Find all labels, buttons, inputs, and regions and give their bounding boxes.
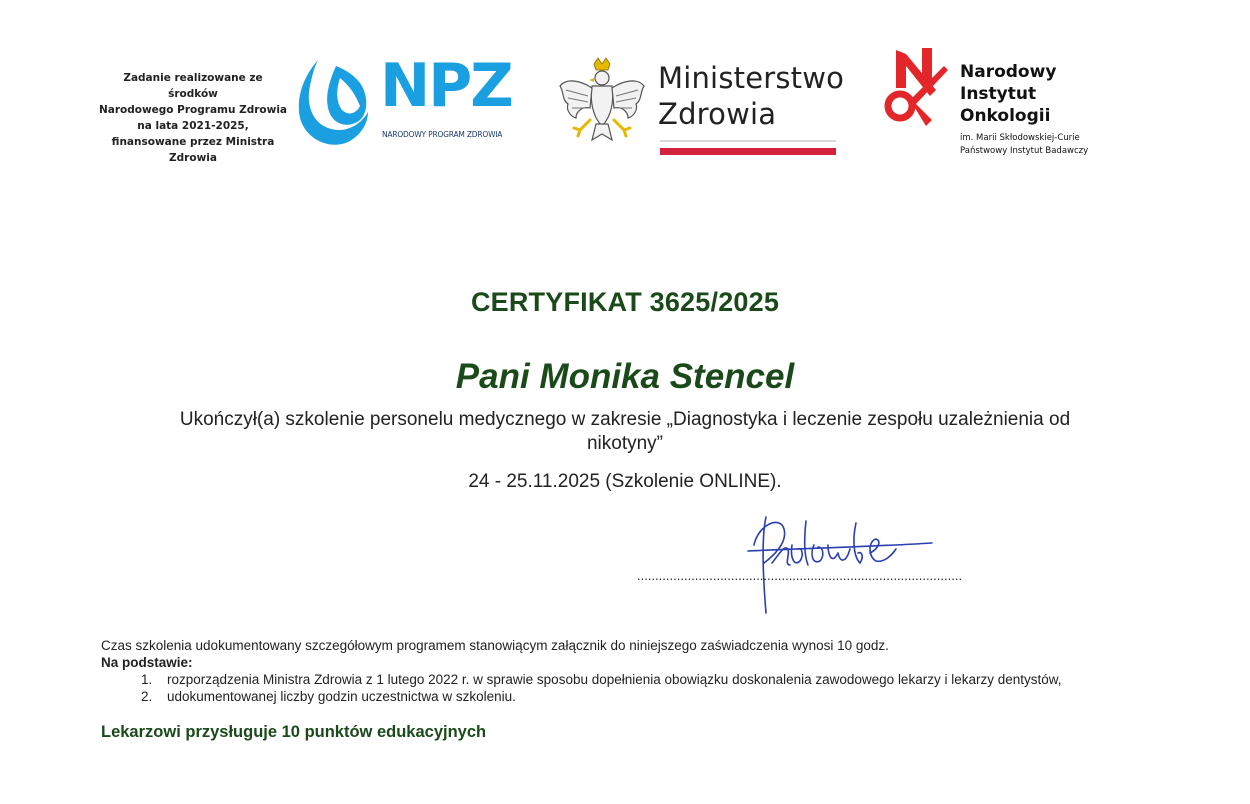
basis-label: Na podstawie: [101, 655, 193, 670]
course-description [110, 408, 1140, 456]
npz-logo-text: NPZ [380, 51, 512, 121]
course-description-line: Ukończył(a) szkolenie personelu medycznego w zakresie „Diagnostyka i leczenie zespołu uzależnienia od [179, 409, 1071, 430]
npz-drop-logo-icon [296, 56, 370, 148]
funding-note-line: Narodowego Programu Zdrowia [98, 104, 288, 116]
nio-subtitle-line1: im. Marii Skłodowskiej-Curie [960, 133, 1080, 143]
signature-line: .......................................................................................... [637, 568, 963, 583]
certificate-title: CERTYFIKAT 3625/2025 [470, 287, 780, 317]
npz-logo-subtitle: NARODOWY PROGRAM ZDROWIA [382, 130, 503, 139]
nio-subtitle-line2: Państwowy Instytut Badawczy [960, 146, 1089, 156]
nio-name-line3: Onkologii [960, 106, 1051, 126]
funding-note-line: Zadanie realizowane ze środków [123, 72, 263, 100]
recipient-name: Pani Monika Stencel [455, 357, 795, 396]
list-item: 2. udokumentowanej liczby godzin uczestnictwa w szkoleniu. [156, 688, 1062, 705]
basis-list [101, 671, 1062, 705]
nio-logo-icon [882, 44, 950, 128]
funding-note-line: na lata 2021-2025, [137, 120, 249, 132]
education-points: Lekarzowi przysługuje 10 punktów edukacyjnych [101, 723, 487, 741]
ministry-divider-grey [660, 140, 836, 142]
nio-name-line2: Instytut [960, 84, 1037, 104]
course-dates: 24 - 25.11.2025 (Szkolenie ONLINE). [468, 471, 782, 492]
funding-note-line: finansowane przez Ministra Zdrowia [111, 136, 275, 164]
ministry-divider-red [660, 148, 836, 155]
nio-name-line1: Narodowy [960, 62, 1057, 82]
funding-note [98, 70, 288, 166]
course-description-line: nikotyny” [586, 433, 664, 454]
list-item: 1. rozporządzenia Ministra Zdrowia z 1 lutego 2022 r. w sprawie sposobu dopełnienia obowiązku doskonalenia zawodowego lekarzy i lekarzy dentystów, [156, 671, 1062, 688]
duration-note: Czas szkolenia udokumentowany szczegółowym programem stanowiącym załącznik do niniejszego zaświadczenia wynosi 10 godz. [101, 638, 889, 653]
ministry-name-line1: Ministerstwo [658, 61, 845, 95]
polish-eagle-emblem-icon [556, 56, 648, 154]
signature-image [728, 505, 943, 620]
ministry-name-line2: Zdrowia [658, 97, 777, 131]
footer-notes [101, 637, 1062, 705]
